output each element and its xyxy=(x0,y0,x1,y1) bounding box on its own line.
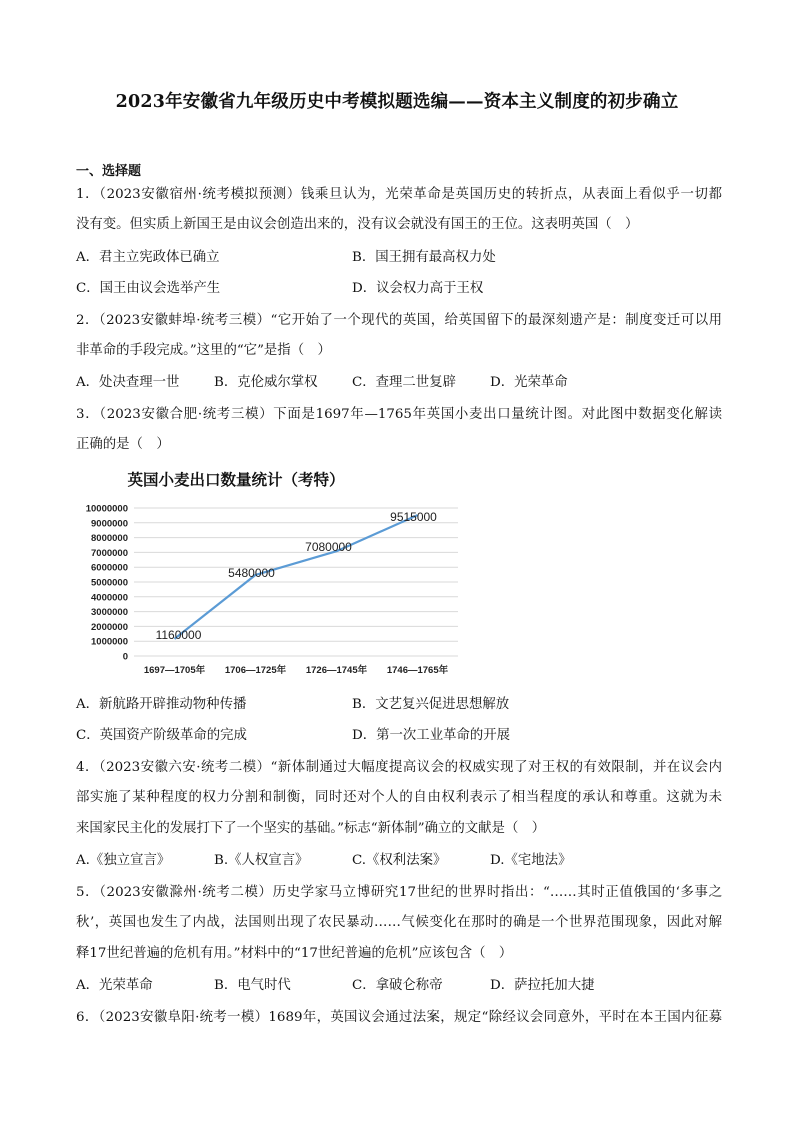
q1-option-d[interactable]: D．议会权力高于王权 xyxy=(352,281,484,296)
y-tick-label: 7000000 xyxy=(91,547,128,559)
series-line xyxy=(175,515,418,639)
q2-line-2: 非革命的手段完成。”这里的“它”是指（ ） xyxy=(76,343,331,358)
q5-option-a[interactable]: A．光荣革命 xyxy=(76,978,153,993)
y-tick-label: 5000000 xyxy=(91,577,128,589)
q2-option-a[interactable]: A．处决查理一世 xyxy=(76,375,180,390)
chart-title: 英国小麦出口数量统计（考特） xyxy=(127,471,345,489)
q4-option-d[interactable]: D.《宅地法》 xyxy=(490,853,572,868)
q3-line-1: 3．（2023安徽合肥·统考三模）下面是1697年—1765年英国小麦出口量统计图。对此图中数据变化解读 xyxy=(76,407,722,422)
x-tick-label: 1697—1705年 xyxy=(143,665,206,676)
q2-option-d[interactable]: D．光荣革命 xyxy=(490,375,568,390)
x-tick-label: 1726—1745年 xyxy=(305,665,368,676)
y-tick-label: 8000000 xyxy=(91,533,128,545)
q4-option-c[interactable]: C.《权利法案》 xyxy=(352,853,447,868)
q5-option-c[interactable]: C．拿破仑称帝 xyxy=(352,978,443,993)
q3-line-2: 正确的是（ ） xyxy=(76,437,170,452)
q4-line-3: 来国家民主化的发展打下了一个坚实的基础。”标志“新体制”确立的文献是（ ） xyxy=(76,821,546,836)
q4-option-b[interactable]: B.《人权宣言》 xyxy=(214,853,309,868)
q2-option-c[interactable]: C．查理二世复辟 xyxy=(352,375,456,390)
document-title: 2023年安徽省九年级历史中考模拟题选编——资本主义制度的初步确立 xyxy=(115,92,679,112)
q1-line-2: 没有变。但实质上新国王是由议会创造出来的，没有议会就没有国王的王位。这表明英国（ ） xyxy=(76,217,639,232)
y-tick-label: 0 xyxy=(122,651,128,663)
data-label: 9515000 xyxy=(390,510,437,525)
y-tick-label: 2000000 xyxy=(91,621,128,633)
q1-option-a[interactable]: A．君主立宪政体已确立 xyxy=(76,250,220,265)
q5-line-1: 5．（2023安徽滁州·统考二模）历史学家马立博研究17世纪的世界时指出：“……其时正值俄国的‘多事之 xyxy=(76,885,722,900)
data-label: 1160000 xyxy=(155,627,202,642)
q3-option-d[interactable]: D．第一次工业革命的开展 xyxy=(352,728,511,743)
q5-line-3: 释17世纪普遍的危机有用。”材料中的“17世纪普遍的危机”应该包含（ ） xyxy=(76,946,513,961)
q3-option-c[interactable]: C．英国资产阶级革命的完成 xyxy=(76,728,247,743)
q5-line-2: 秋’，英国也发生了内战，法国则出现了农民暴动……气候变化在那时的确是一个世界范围现象，因此对解 xyxy=(76,915,722,930)
q1-option-b[interactable]: B．国王拥有最高权力处 xyxy=(352,250,496,265)
q3-option-a[interactable]: A．新航路开辟推动物种传播 xyxy=(76,697,247,712)
q4-line-2: 部实施了某种程度的权力分割和制衡，同时还对个人的自由权利表示了相当程度的承认和尊重。这就为未 xyxy=(76,790,722,805)
data-label: 7080000 xyxy=(305,540,352,555)
q5-option-d[interactable]: D．萨拉托加大捷 xyxy=(490,978,595,993)
y-tick-label: 6000000 xyxy=(91,562,128,574)
x-tick-label: 1706—1725年 xyxy=(224,665,287,676)
y-tick-label: 9000000 xyxy=(91,518,128,530)
chart-plot xyxy=(76,468,466,680)
q3-option-b[interactable]: B．文艺复兴促进思想解放 xyxy=(352,697,510,712)
q5-option-b[interactable]: B．电气时代 xyxy=(214,978,291,993)
q2-line-1: 2．（2023安徽蚌埠·统考三模）“它开始了一个现代的英国，给英国留下的最深刻遗产是：制度变迁可以用 xyxy=(76,313,722,328)
q1-line-1: 1．（2023安徽宿州·统考模拟预测）钱乘旦认为，光荣革命是英国历史的转折点，从表面上看似乎一切都 xyxy=(76,187,722,202)
x-tick-label: 1746—1765年 xyxy=(386,665,449,676)
q4-option-a[interactable]: A.《独立宣言》 xyxy=(76,853,171,868)
section-heading: 一、选择题 xyxy=(76,164,142,179)
q4-line-1: 4．（2023安徽六安·统考二模）“新体制通过大幅度提高议会的权威实现了对王权的有效限制，并在议会内 xyxy=(76,760,722,775)
y-tick-label: 1000000 xyxy=(91,636,128,648)
data-label: 5480000 xyxy=(228,565,275,580)
y-tick-label: 10000000 xyxy=(85,503,128,515)
y-tick-label: 4000000 xyxy=(91,592,128,604)
y-tick-label: 3000000 xyxy=(91,607,128,619)
q6-line-1: 6．（2023安徽阜阳·统考一模）1689年，英国议会通过法案，规定“除经议会同意外，平时在本王国内征募 xyxy=(76,1010,722,1025)
q1-option-c[interactable]: C．国王由议会选举产生 xyxy=(76,281,221,296)
q2-option-b[interactable]: B．克伦威尔掌权 xyxy=(214,375,318,390)
wheat-export-chart xyxy=(76,468,466,680)
